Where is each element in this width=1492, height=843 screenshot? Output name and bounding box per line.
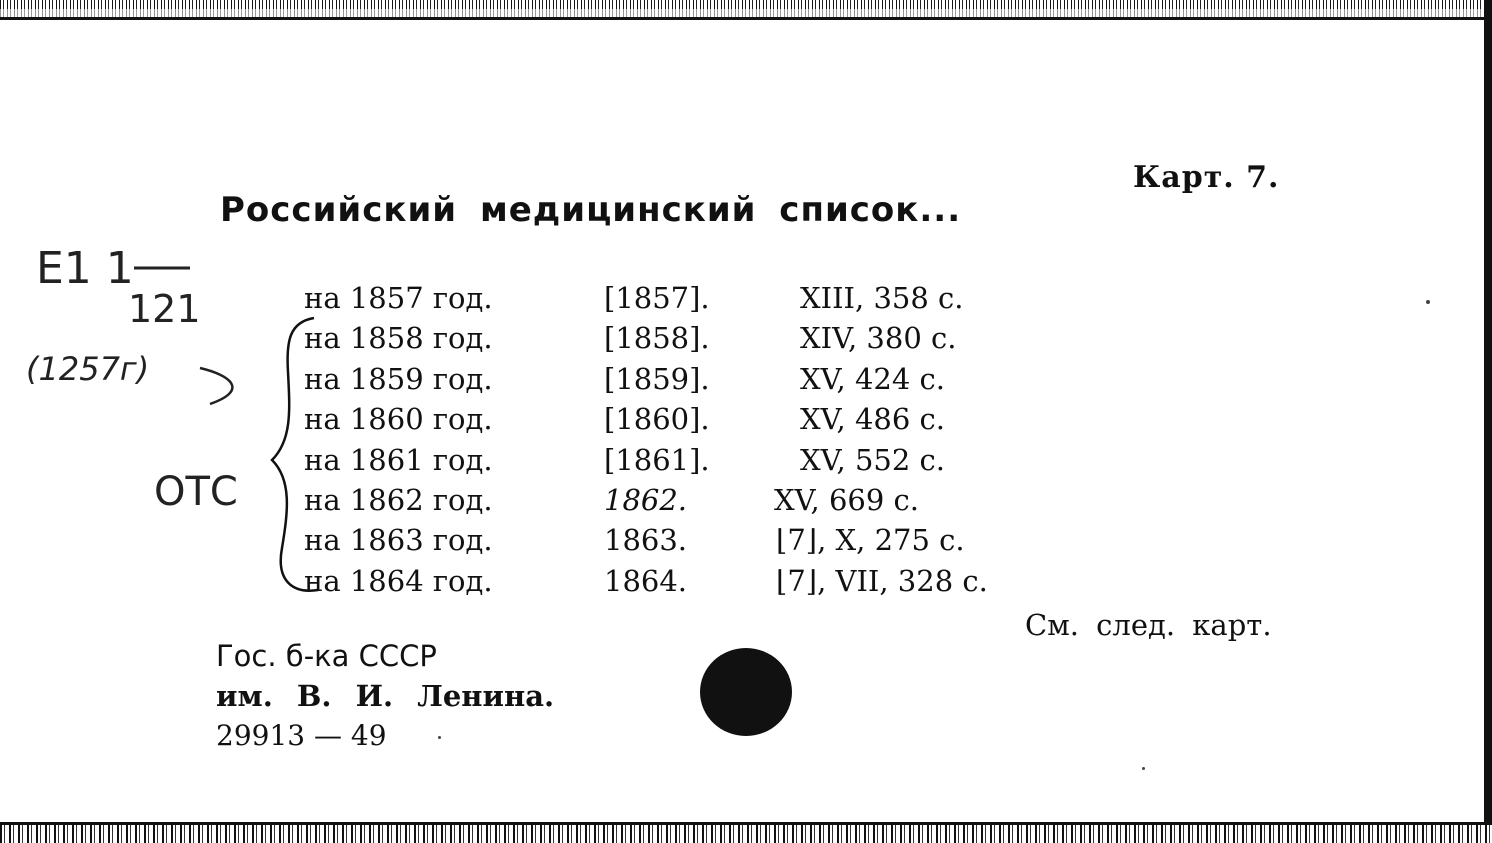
handwritten-arrow-curve: [200, 368, 232, 404]
entry-pages: ⌊7⌋, VII, 328 с.: [776, 563, 988, 598]
entry-year: на 1857 год.: [304, 281, 493, 315]
card-number: Карт. 7.: [1133, 160, 1280, 195]
entry-pages: XV, 424 с.: [800, 361, 945, 396]
handwritten-shelf-mark-top: E1 1: [36, 243, 134, 294]
print-number: 29913 — 49: [216, 719, 387, 752]
volume-entries: [300, 278, 1060, 601]
punch-hole: [700, 648, 792, 736]
library-name: Гос. б-ка СССР: [216, 639, 437, 673]
entry-row: [300, 440, 1060, 480]
entry-row: [300, 359, 1060, 399]
library-honorific: им. В. И. Ленина.: [216, 679, 555, 713]
handwritten-shelf-mark-bottom: 121: [128, 287, 201, 331]
entry-date: [1858].: [604, 321, 710, 356]
entry-year: на 1863 год.: [304, 523, 493, 558]
entry-date: [1859].: [604, 361, 710, 396]
entry-year: на 1862 год.: [304, 482, 493, 517]
see-next-card: См. след. карт.: [1025, 608, 1272, 642]
scan-speck: [1142, 767, 1145, 770]
entry-year: на 1859 год.: [304, 361, 493, 396]
scan-speck: [1426, 300, 1430, 304]
entry-date: [1860].: [604, 402, 710, 437]
entry-row: [300, 399, 1060, 439]
scan-right-edge: [1484, 0, 1492, 843]
handwritten-otc-note: ОТС: [154, 469, 238, 515]
scan-speck: [438, 736, 441, 739]
entry-row: [300, 278, 1060, 318]
entry-pages: XV, 669 с.: [774, 482, 919, 517]
entry-year: на 1858 год.: [304, 321, 493, 356]
entry-row: [300, 561, 1060, 601]
handwritten-year-note: (1257г): [26, 350, 150, 388]
entry-row: [300, 318, 1060, 358]
entry-row: [300, 520, 1060, 560]
entry-pages: XIII, 358 с.: [800, 281, 964, 315]
entry-date: 1863.: [604, 523, 688, 558]
entry-pages: XIV, 380 с.: [800, 321, 957, 356]
scan-top-edge: [0, 0, 1492, 20]
entry-row: [300, 480, 1060, 520]
entry-date: [1861].: [604, 442, 710, 477]
entry-pages: XV, 486 с.: [800, 402, 945, 437]
entry-date: [1857].: [604, 281, 710, 315]
entry-pages: XV, 552 с.: [800, 442, 945, 477]
entry-year: на 1861 год.: [304, 442, 493, 477]
catalog-title: Российский медицинский список...: [220, 190, 962, 230]
entry-pages: ⌊7⌋, X, 275 с.: [776, 523, 965, 558]
library-imprint: [216, 636, 554, 756]
entry-year: на 1864 год.: [304, 563, 493, 598]
entry-date: 1864.: [604, 563, 688, 598]
scan-bottom-edge: [0, 822, 1492, 843]
entry-year: на 1860 год.: [304, 402, 493, 437]
entry-date: 1862.: [604, 482, 688, 517]
